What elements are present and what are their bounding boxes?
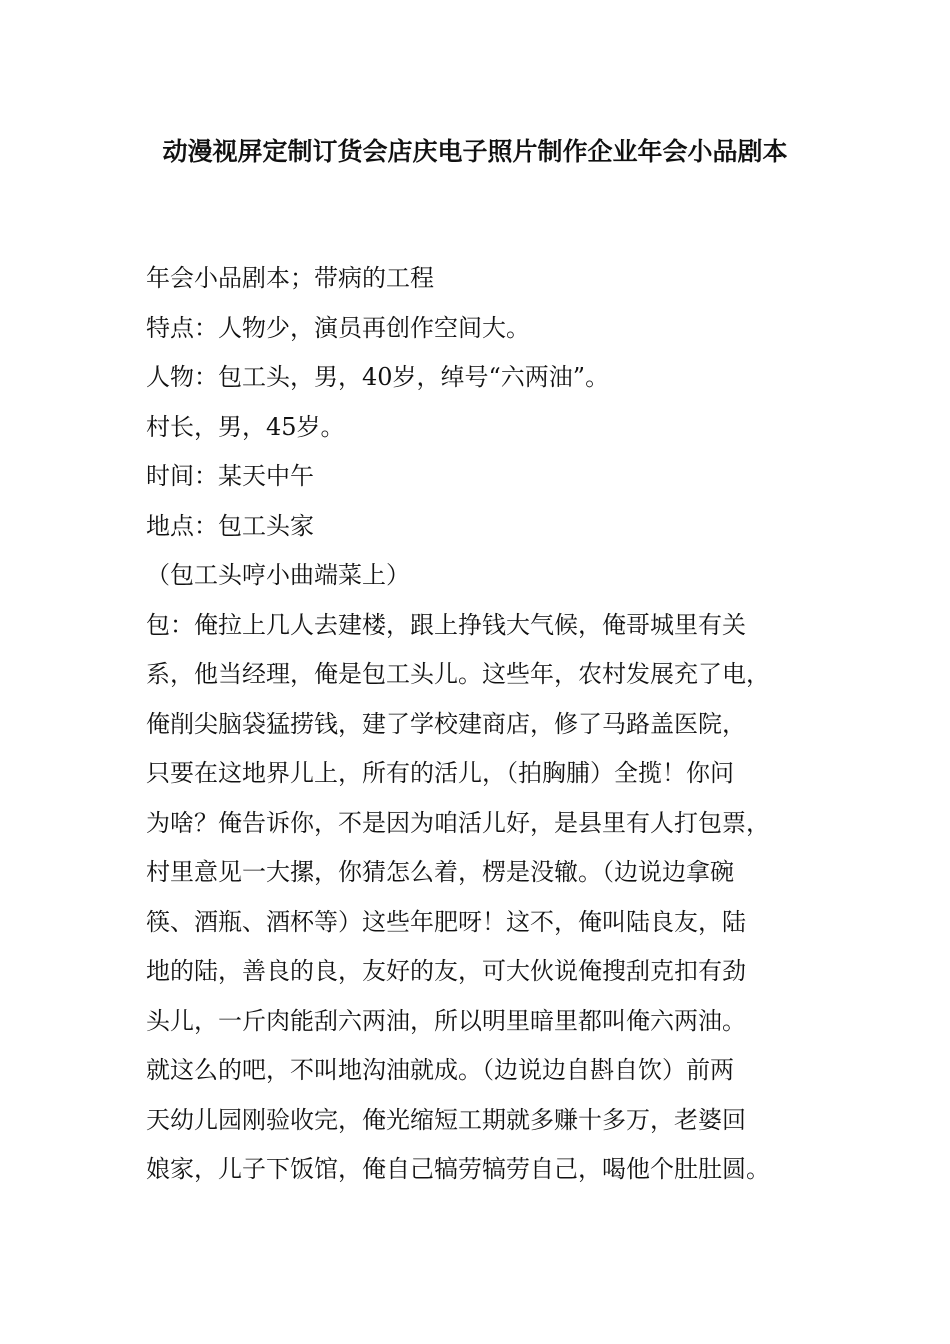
dialogue-line: 系，他当经理，俺是包工头儿。这些年，农村发展充了电， (146, 660, 770, 688)
document-body (146, 254, 806, 1195)
features-line: 特点：人物少，演员再创作空间大。 (146, 313, 530, 342)
script-title-line: 年会小品剧本；带病的工程 (146, 264, 434, 292)
character-village-head-line: 村长，男，45岁。 (146, 412, 345, 441)
dialogue-line: 为啥？俺告诉你，不是因为咱活儿好，是县里有人打包票， (146, 808, 770, 837)
dialogue-line: 头儿，一斤肉能刮六两油，所以明里暗里都叫俺六两油。 (146, 1006, 746, 1035)
dialogue-line: 天幼儿园刚验收完，俺光缩短工期就多赚十多万，老婆回 (146, 1105, 746, 1134)
stage-direction-line: （包工头哼小曲端菜上） (146, 561, 410, 589)
dialogue-line: 娘家，儿子下饭馆，俺自己犒劳犒劳自己，喝他个肚肚圆。 (146, 1155, 770, 1183)
document-title: 动漫视屏定制订货会店庆电子照片制作企业年会小品剧本 (162, 137, 788, 166)
time-line: 时间：某天中午 (146, 462, 314, 490)
dialogue-line: 村里意见一大摞，你猜怎么着，楞是没辙。（边说边拿碗 (146, 858, 734, 886)
dialogue-line: 地的陆，善良的良，友好的友，可大伙说俺搜刮克扣有劲 (146, 957, 746, 985)
dialogue-line: 就这么的吧，不叫地沟油就成。（边说边自斟自饮）前两 (146, 1056, 734, 1084)
dialogue-line: 只要在这地界儿上，所有的活儿，（拍胸脯）全揽！你问 (146, 759, 734, 787)
dialogue-line: 包：俺拉上几人去建楼，跟上挣钱大气候，俺哥城里有关 (146, 610, 746, 639)
dialogue-line: 俺削尖脑袋猛捞钱，建了学校建商店，修了马路盖医院， (146, 709, 746, 738)
character-foreman-line: 人物：包工头，男，40岁，绰号“六两油”。 (146, 363, 610, 391)
dialogue-line: 筷、酒瓶、酒杯等）这些年肥呀！这不，俺叫陆良友，陆 (146, 907, 746, 936)
location-line: 地点：包工头家 (146, 511, 314, 540)
